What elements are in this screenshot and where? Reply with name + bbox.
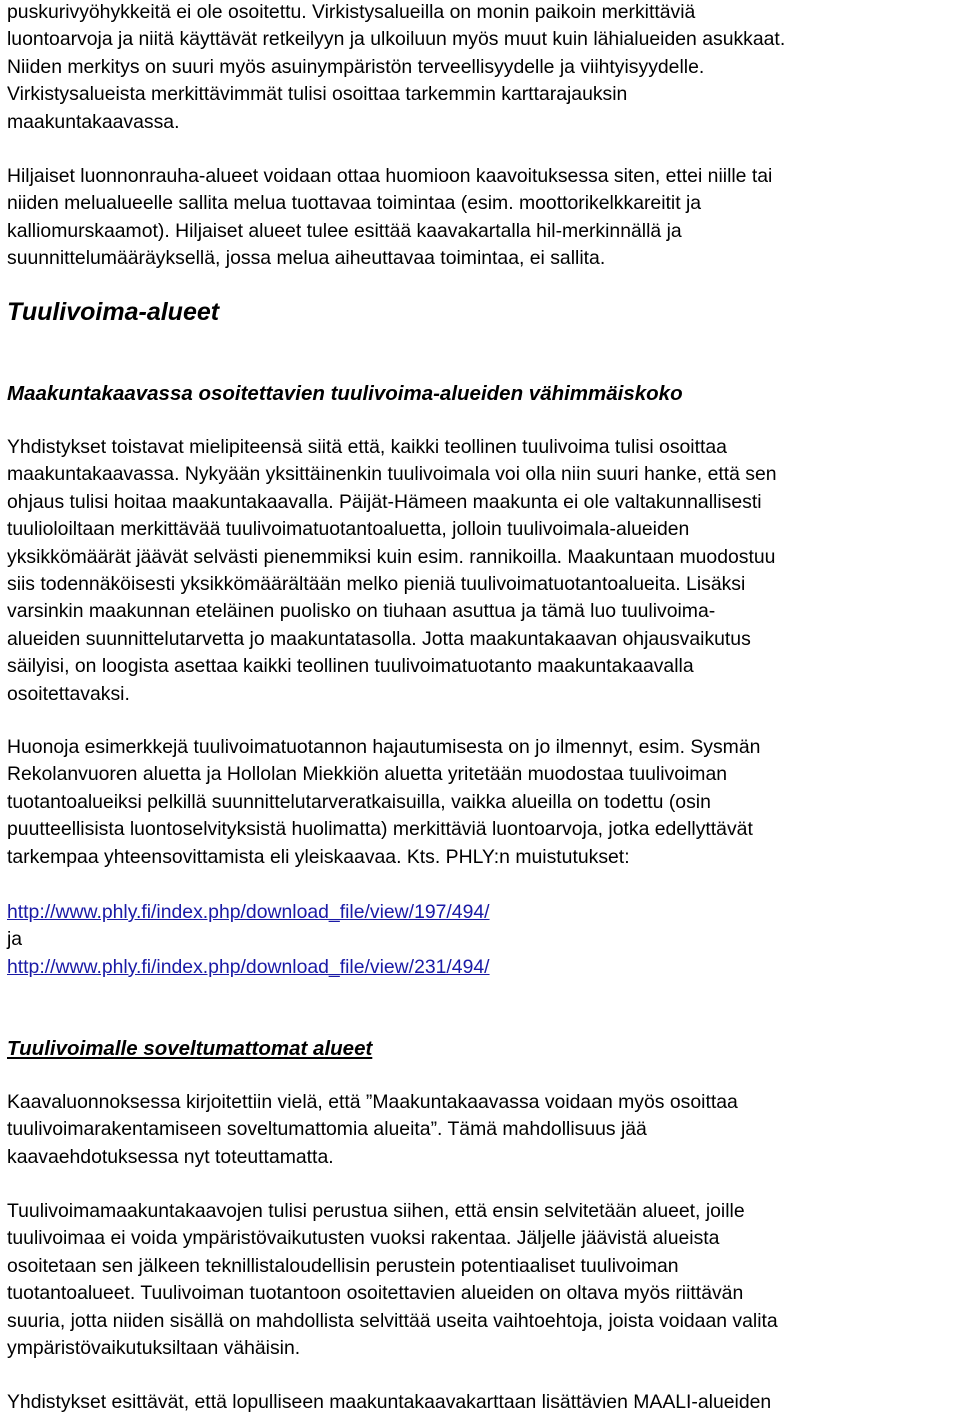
paragraph-wind-plan-basis bbox=[7, 1198, 957, 1362]
paragraph-maali-areas bbox=[7, 1389, 957, 1416]
text-line: puutteellisista luontoselvityksistä huolimatta) merkittäviä luontoarvoja, jotka edellyttävät bbox=[7, 818, 753, 841]
text-line: Hiljaiset luonnonrauha-alueet voidaan ottaa huomioon kaavoituksessa siten, ettei niille tai bbox=[7, 165, 773, 187]
text-line: osoitetaan sen jälkeen teknillistaloudellisin perustein potentiaaliset tuulivoiman bbox=[7, 1254, 679, 1277]
download-link-197[interactable]: http://www.phly.fi/index.php/download_file/view/197/494/ bbox=[7, 901, 490, 923]
text-line: kaavaehdotuksessa nyt toteuttamatta. bbox=[7, 1145, 334, 1168]
text-line: Rekolanvuoren aluetta ja Hollolan Miekkiön aluetta yritetään muodostaa tuulivoiman bbox=[7, 763, 728, 786]
paragraph-recreation-areas bbox=[7, 0, 957, 136]
text-line: säilyisi, on loogista asettaa kaikki teollinen tuulivoimatuotanto maakuntakaavalla bbox=[7, 655, 694, 678]
text-line: Yhdistykset toistavat mielipiteensä siitä että, kaikki teollinen tuulivoima tulisi osoittaa bbox=[7, 436, 727, 458]
text-line: suunnittelumääräyksellä, jossa melua aiheuttavaa toimintaa, ei sallita. bbox=[7, 247, 606, 270]
subsection-heading-unsuitable-areas: Tuulivoimalle soveltumattomat alueet bbox=[7, 1037, 373, 1060]
link-line bbox=[7, 954, 957, 981]
text-line: Kaavaluonnoksessa kirjoitettiin vielä, että ”Maakuntakaavassa voidaan myös osoittaa bbox=[7, 1091, 738, 1113]
link-connector: ja bbox=[7, 928, 23, 951]
text-line: yksikkömäärät jäävät selvästi pienemmiksi kuin esim. rannikoilla. Maakuntaan muodostuu bbox=[7, 545, 776, 568]
paragraph-bad-examples bbox=[7, 734, 957, 871]
text-line: puskurivyöhykkeitä ei ole osoitettu. Virkistysalueilla on monin paikoin merkittäviä bbox=[7, 1, 696, 23]
text-line: Huonoja esimerkkejä tuulivoimatuotannon hajautumisesta on jo ilmennyt, esim. Sysmän bbox=[7, 736, 761, 758]
download-link-231[interactable]: http://www.phly.fi/index.php/download_file/view/231/494/ bbox=[7, 955, 490, 978]
link-list bbox=[7, 899, 957, 981]
text-line: tuulivoimarakentamiseen soveltumattomia alueita”. Tämä mahdollisuus jää bbox=[7, 1118, 647, 1141]
paragraph-quiet-areas bbox=[7, 163, 957, 273]
text-line: siis todennäköisesti yksikkömäärältään melko pieniä tuulivoimatuotantoalueita. Lisäksi bbox=[7, 572, 746, 595]
text-line: Niiden merkitys on suuri myös asuinympäristön terveellisyydelle ja viihtyisyydelle. bbox=[7, 55, 705, 78]
paragraph-wind-power-statement bbox=[7, 434, 957, 708]
text-line: maakuntakaavassa. Nykyään yksittäinenkin tuulivoimala voi olla niin suuri hanke, että sen bbox=[7, 463, 777, 486]
text-line: tuulioloiltaan merkittävää tuulivoimatuotantoaluetta, jolloin tuulivoimala-alueiden bbox=[7, 518, 690, 541]
paragraph-draft-note bbox=[7, 1089, 957, 1171]
text-line: niiden melualueelle sallita melua tuottavaa toimintaa (esim. moottorikelkkareitit ja bbox=[7, 192, 702, 215]
text-line: alueiden suunnittelutarvetta jo maakuntatasolla. Jotta maakuntakaavan ohjausvaikutus bbox=[7, 627, 751, 650]
text-line: tuotantoalueiksi pelkillä suunnittelutarveratkaisuilla, vaikka alueilla on todettu (osin bbox=[7, 790, 711, 813]
text-line: ympäristövaikutuksiltaan vähäisin. bbox=[7, 1336, 301, 1359]
text-line: osoitettavaksi. bbox=[7, 682, 130, 705]
text-line: suuria, jotta niiden sisällä on mahdollista selvittää useita vaihtoehtoja, joista voidaan valita bbox=[7, 1309, 778, 1332]
text-line: luontoarvoja ja niitä käyttävät retkeilyyn ja ulkoiluun myös muut kuin lähialueiden asukkaat. bbox=[7, 28, 786, 51]
text-line: kalliomurskaamot). Hiljaiset alueet tulee esittää kaavakartalla hil-merkinnällä ja bbox=[7, 219, 682, 242]
text-line: maakuntakaavassa. bbox=[7, 110, 180, 133]
text-line: ohjaus tulisi hoitaa maakuntakaavalla. Päijät-Hämeen maakunta ei ole valtakunnallisesti bbox=[7, 490, 762, 513]
text-line: Virkistysalueista merkittävimmät tulisi osoittaa tarkemmin karttarajauksin bbox=[7, 83, 628, 106]
text-line: tuotantoalueet. Tuulivoiman tuotantoon osoitettavien alueiden on oltava myös riittävän bbox=[7, 1282, 744, 1305]
text-line: Tuulivoimamaakuntakaavojen tulisi perustua siihen, että ensin selvitetään alueet, joille bbox=[7, 1200, 745, 1222]
text-line: varsinkin maakunnan eteläinen puolisko on tiuhaan asuttua ja tämä luo tuulivoima- bbox=[7, 600, 716, 623]
text-line: tuulivoimaa ei voida ympäristövaikutusten vuoksi rakentaa. Jäljelle jäävistä alueista bbox=[7, 1227, 720, 1250]
text-line: Yhdistykset esittävät, että lopulliseen maakuntakaavakarttaan lisättävien MAALI-alueiden bbox=[7, 1391, 772, 1413]
text-line: tarkempaa yhteensovittamista eli yleiskaavaa. Kts. PHLY:n muistutukset: bbox=[7, 845, 630, 868]
link-line bbox=[7, 899, 957, 926]
subsection-heading: Maakuntakaavassa osoitettavien tuulivoima-alueiden vähimmäiskoko bbox=[7, 382, 683, 405]
section-heading: Tuulivoima-alueet bbox=[7, 298, 220, 326]
